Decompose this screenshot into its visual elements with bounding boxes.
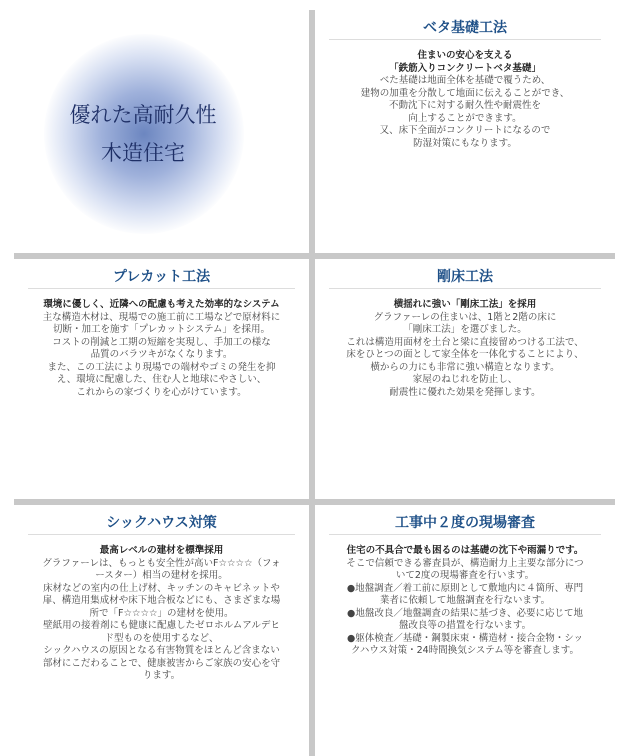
body-line: 家屋のねじれを防止し、	[412, 374, 518, 385]
section-body	[14, 289, 309, 399]
body-line: 切断・加工を施す「プレカットシステム」を採用。	[52, 324, 271, 335]
body-line: 不動沈下に対する耐久性や耐震性を	[388, 100, 541, 111]
body-line: グラファーレの住まいは、1階と2階の床に	[373, 311, 557, 323]
section-body	[315, 289, 615, 399]
body-line: グラファーレは、もっとも安全性が高いF☆☆☆☆（フォ	[42, 557, 281, 569]
body-line: 主な構造木材は、現場での施工前に工場などで原材料に	[42, 311, 281, 323]
body-line: ●地盤改良／地盤調査の結果に基づき、必要に応じて地	[347, 607, 583, 619]
body-line: 横からの力にも非常に強い構造となります。	[370, 361, 560, 373]
body-line: ド型ものを使用するなど、	[104, 632, 219, 644]
body-line: 又、床下全面がコンクリートになるので	[379, 125, 551, 136]
section-title: 工事中２度の現場審査	[329, 505, 601, 535]
section-sick-house	[14, 505, 309, 756]
body-line: ベた基礎は地面全体を基礎で覆うため、	[379, 75, 551, 86]
section-precut	[14, 259, 309, 499]
hero-panel	[14, 20, 304, 248]
hero-title	[70, 96, 217, 172]
body-line: クハウス対策・24時間換気システム等を審査します。	[350, 645, 580, 656]
section-site-inspection	[315, 505, 615, 756]
body-line: これからの家づくりを心がけています。	[76, 386, 247, 398]
body-line: 品質のバラツキがなくなります。	[90, 349, 233, 360]
section-title: 剛床工法	[329, 259, 601, 289]
body-line: 耐震性に優れた効果を発揮します。	[389, 386, 541, 398]
section-rigid-floor	[315, 259, 615, 499]
body-line: 業者に依頼して地盤調査を行ないます。	[379, 595, 551, 606]
body-line: え、環境に配慮した、住む人と地球にやさしい、	[56, 374, 267, 385]
section-title: プレカット工法	[28, 259, 295, 289]
section-body	[315, 535, 615, 658]
body-line: ●躯体検査／基礎・鋼製床束・構造材・接合金物・シッ	[346, 632, 584, 644]
body-line: コストの削減と工期の短縮を実現し、手加工の様な	[52, 336, 271, 348]
lead-line: 住宅の不具合で最も困るのは基礎の沈下や雨漏りです。	[346, 545, 584, 556]
body-line: ●地盤調査／着工前に原則として敷地内に４箇所、専門	[346, 582, 584, 594]
body-line: これは構造用面材を土台と梁に直接留めつける工法で、	[346, 336, 584, 348]
body-line: 向上することができます。	[408, 112, 522, 124]
lead-line: 最高レベルの建材を標準採用	[99, 545, 224, 556]
body-line: シックハウスの原因となる有害物質をほとんど含まない	[43, 645, 280, 656]
section-body	[14, 535, 309, 683]
section-body	[315, 40, 615, 150]
body-line: 所で「F☆☆☆☆」の建材を使用。	[89, 607, 234, 619]
body-line: 床をひとつの面として家全体を一体化することにより、	[346, 349, 584, 360]
body-line: 「剛床工法」を選びました。	[403, 324, 527, 335]
body-line: 防湿対策にもなります。	[413, 137, 517, 149]
body-line: ります。	[142, 670, 181, 681]
lead-line: 「鉄筋入りコンクリートベタ基礎」	[389, 62, 541, 74]
section-title: シックハウス対策	[28, 505, 295, 535]
body-line: 床材などの室内の仕上げ材、キッチンのキャビネットや	[43, 582, 280, 594]
body-line: 扉、構造用集成材や床下地合板などにも、さまざまな場	[42, 595, 281, 606]
hero-line-2: 木造住宅	[101, 141, 185, 165]
body-line: 建物の加重を分散して地面に伝えることができ、	[360, 87, 570, 99]
body-line: いて2度の現場審査を行います。	[395, 570, 535, 581]
body-line: 盤改良等の措置を行ないます。	[398, 620, 532, 631]
lead-line: 環境に優しく、近隣への配慮も考えた効率的なシステム	[43, 299, 280, 310]
body-line: ースター）相当の建材を採用。	[95, 570, 228, 581]
body-line: 部材にこだわることで、健康被害からご家族の安心を守	[42, 657, 281, 669]
hero-line-1: 優れた高耐久性	[69, 103, 217, 127]
body-line: また、この工法により現場での端材やゴミの発生を抑	[47, 361, 276, 373]
body-line: そこで信頼できる審査員が、構造耐力上主要な部分につ	[346, 557, 584, 569]
lead-line: 横揺れに強い「剛床工法」を採用	[393, 299, 537, 310]
section-beta-foundation	[315, 10, 615, 253]
section-title: ベタ基礎工法	[329, 10, 601, 40]
body-line: 壁紙用の接着剤にも健康に配慮したゼロホルムアルデヒ	[43, 620, 280, 631]
lead-line: 住まいの安心を支える	[417, 50, 513, 61]
